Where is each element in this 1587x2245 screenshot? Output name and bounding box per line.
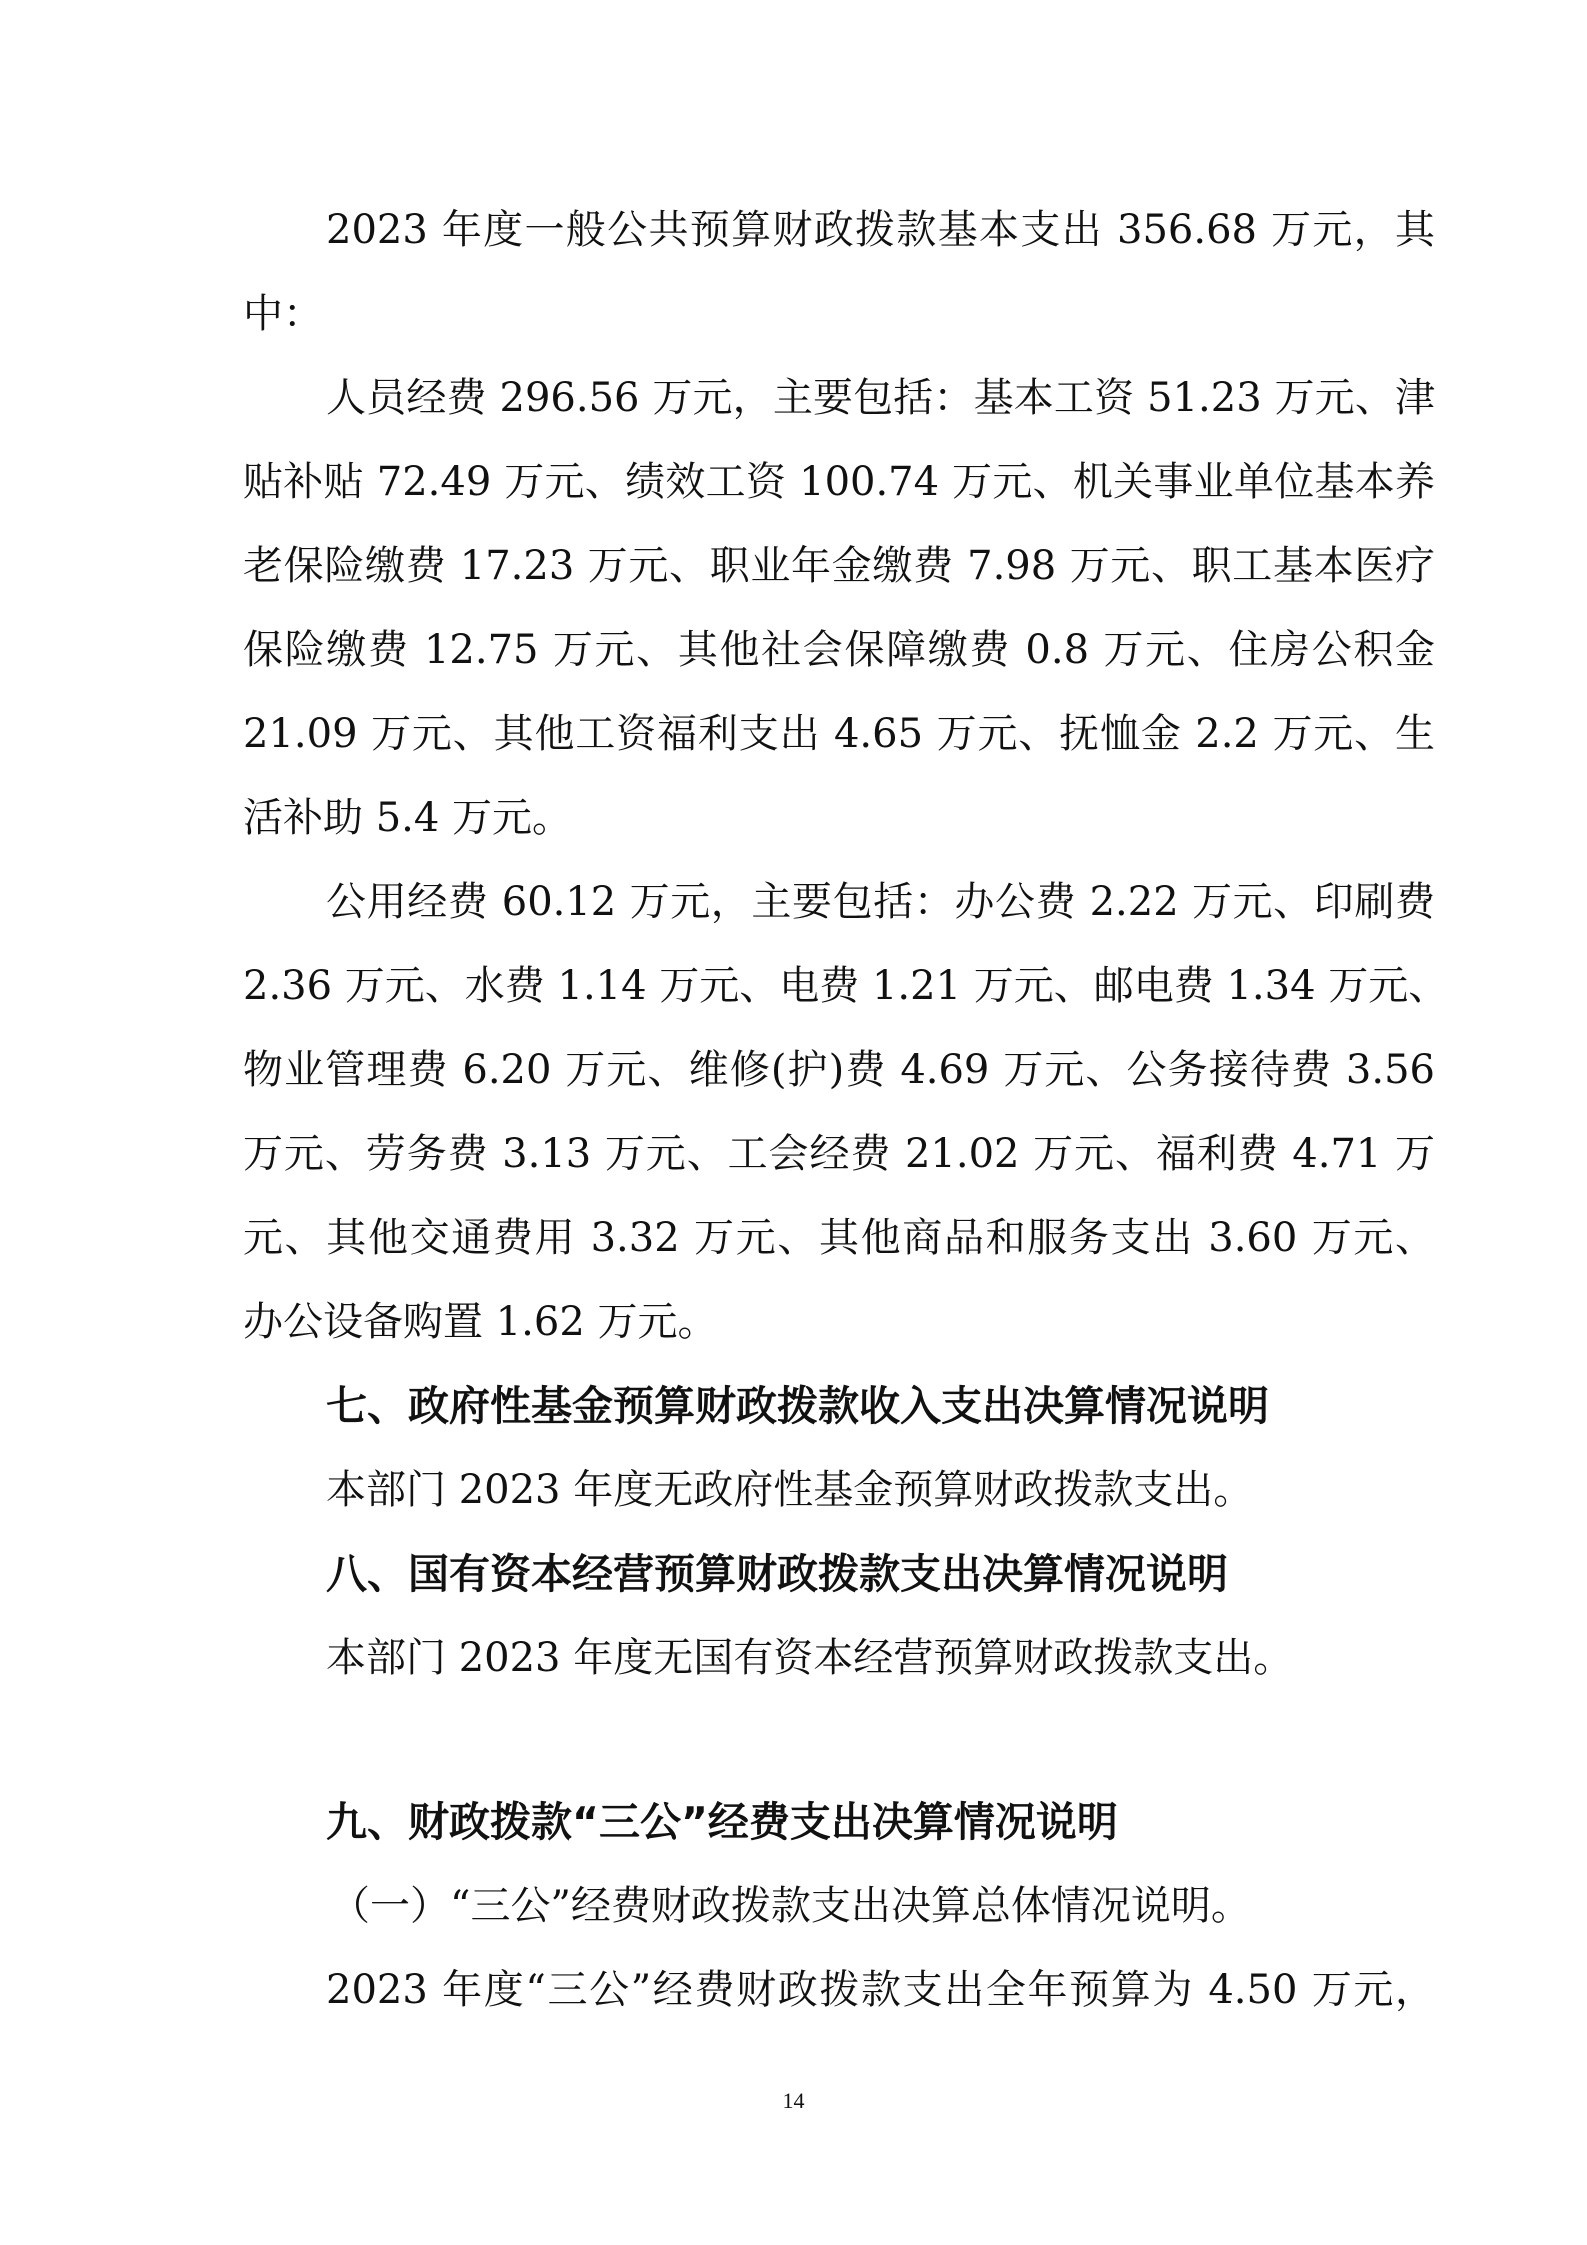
personnel-expense-line-2: 贴补贴 72.49 万元、绩效工资 100.74 万元、机关事业单位基本养 xyxy=(243,459,1435,505)
basic-expenditure-line-2: 中： xyxy=(243,291,323,337)
section-7-text: 本部门 2023 年度无政府性基金预算财政拨款支出。 xyxy=(326,1467,1254,1513)
section-8-heading: 八、国有资本经营预算财政拨款支出决算情况说明 xyxy=(326,1550,1228,1598)
section-9-subheading: （一）“三公”经费财政拨款支出决算总体情况说明。 xyxy=(330,1883,1251,1929)
personnel-expense-line-6: 活补助 5.4 万元。 xyxy=(243,795,573,841)
personnel-expense-line-1: 人员经费 296.56 万元，主要包括：基本工资 51.23 万元、津 xyxy=(326,375,1435,421)
public-expense-line-4: 万元、劳务费 3.13 万元、工会经费 21.02 万元、福利费 4.71 万 xyxy=(243,1131,1435,1177)
personnel-expense-line-5: 21.09 万元、其他工资福利支出 4.65 万元、抚恤金 2.2 万元、生 xyxy=(243,711,1435,757)
public-expense-line-5: 元、其他交通费用 3.32 万元、其他商品和服务支出 3.60 万元、 xyxy=(243,1215,1435,1261)
section-8-text: 本部门 2023 年度无国有资本经营预算财政拨款支出。 xyxy=(326,1635,1294,1681)
public-expense-line-6: 办公设备购置 1.62 万元。 xyxy=(243,1299,718,1345)
page-number: 14 xyxy=(782,2088,805,2113)
personnel-expense-line-3: 老保险缴费 17.23 万元、职业年金缴费 7.98 万元、职工基本医疗 xyxy=(243,543,1435,589)
section-7-heading: 七、政府性基金预算财政拨款收入支出决算情况说明 xyxy=(326,1382,1269,1430)
public-expense-line-2: 2.36 万元、水费 1.14 万元、电费 1.21 万元、邮电费 1.34 万元、 xyxy=(243,963,1449,1009)
personnel-expense-line-4: 保险缴费 12.75 万元、其他社会保障缴费 0.8 万元、住房公积金 xyxy=(243,627,1435,673)
section-9-heading: 九、财政拨款“三公”经费支出决算情况说明 xyxy=(326,1798,1118,1846)
public-expense-line-1: 公用经费 60.12 万元，主要包括：办公费 2.22 万元、印刷费 xyxy=(326,879,1435,925)
section-9-text: 2023 年度“三公”经费财政拨款支出全年预算为 4.50 万元， xyxy=(326,1967,1435,2013)
public-expense-line-3: 物业管理费 6.20 万元、维修(护)费 4.69 万元、公务接待费 3.56 xyxy=(243,1047,1435,1093)
basic-expenditure-line-1: 2023 年度一般公共预算财政拨款基本支出 356.68 万元，其 xyxy=(326,207,1435,253)
